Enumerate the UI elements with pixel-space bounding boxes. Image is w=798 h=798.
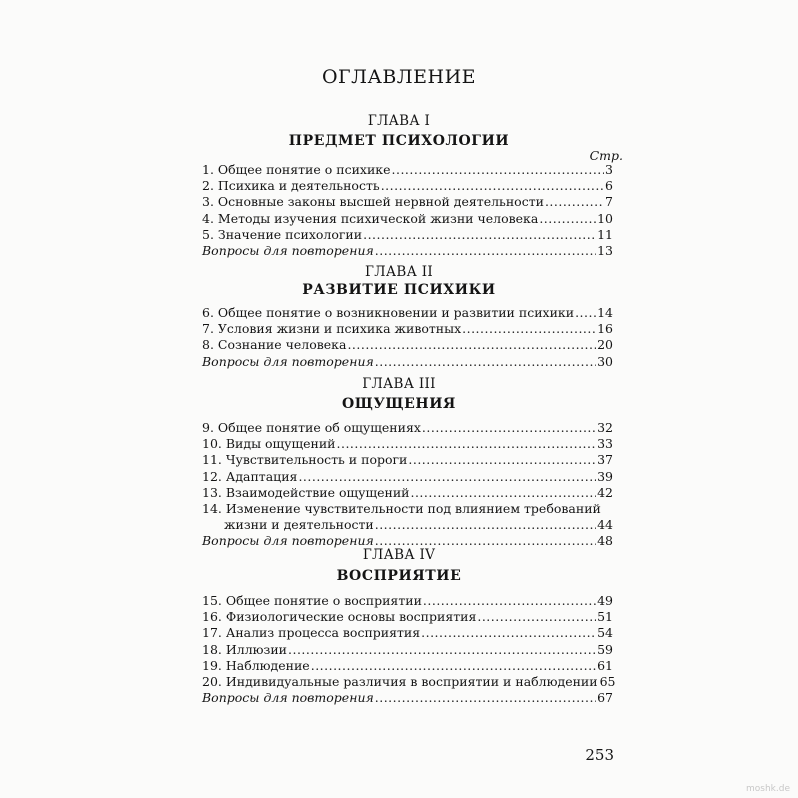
- toc-entry: [202, 625, 613, 641]
- toc-entry-page: 49: [597, 593, 613, 608]
- toc-entry-text: 17. Анализ процесса восприятия: [202, 625, 421, 641]
- leader-dots: [410, 485, 596, 501]
- leader-dots: [423, 593, 596, 609]
- leader-dots: [288, 642, 596, 658]
- leader-dots: [375, 690, 596, 706]
- toc-entry-text: 20. Индивидуальные различия в восприятии и наблюдении: [202, 674, 598, 690]
- chapter-2-heading: РАЗВИТИЕ ПСИХИКИ: [302, 282, 496, 298]
- toc-entry-page: 61: [597, 657, 613, 673]
- toc-entry-text: 6. Общее понятие о возникновении и развитии психики: [202, 305, 575, 320]
- toc-entry-page: 51: [597, 609, 613, 625]
- toc-entry-page: 10: [597, 210, 613, 226]
- toc-entry-page: 59: [597, 641, 613, 657]
- chapter-2-toc: [202, 305, 613, 370]
- chapter-4-heading: ВОСПРИЯТИЕ: [336, 568, 462, 584]
- toc-entry-review: [202, 690, 613, 706]
- toc-entry-text: Вопросы для повторения: [202, 533, 374, 549]
- leader-dots: [462, 321, 596, 337]
- leader-dots: [311, 658, 596, 674]
- toc-entry-text: 5. Значение психологии: [202, 226, 363, 242]
- toc-entry-page: 14: [597, 305, 613, 320]
- toc-entry-page: 44: [597, 517, 613, 533]
- toc-entry-page: 3: [605, 162, 613, 177]
- toc-entry: [202, 420, 613, 436]
- toc-entry-text: 10. Виды ощущений: [202, 436, 336, 452]
- toc-entry-text: 1. Общее понятие о психике: [202, 162, 391, 177]
- toc-entry-page: 67: [597, 690, 613, 706]
- toc-entry-page: 7: [605, 194, 613, 210]
- chapter-1-toc: [202, 162, 613, 259]
- leader-dots: [363, 227, 596, 243]
- toc-entry: [202, 609, 613, 625]
- toc-entry-page: 13: [597, 243, 613, 259]
- leader-dots: [545, 194, 604, 210]
- toc-entry-text: 9. Общее понятие об ощущениях: [202, 420, 421, 435]
- toc-entry-page: 42: [597, 484, 613, 500]
- page-title: ОГЛАВЛЕНИЕ: [321, 66, 477, 88]
- toc-entry-text: 7. Условия жизни и психика животных: [202, 321, 462, 337]
- toc-entry-text: Вопросы для повторения: [202, 690, 374, 706]
- toc-entry: [202, 227, 613, 243]
- toc-entry-text: 19. Наблюдение: [202, 657, 310, 673]
- toc-entry-text: 13. Взаимодействие ощущений: [202, 484, 410, 500]
- toc-entry-page: 37: [597, 452, 613, 468]
- toc-entry: [202, 162, 613, 178]
- toc-entry: [202, 485, 613, 501]
- page-column-label: Стр.: [589, 148, 623, 163]
- toc-entry: [202, 658, 613, 674]
- toc-entry-page: 20: [597, 337, 613, 353]
- toc-entry-text: 15. Общее понятие о восприятии: [202, 593, 422, 608]
- chapter-3-heading: ОЩУЩЕНИЯ: [341, 396, 457, 412]
- toc-entry: [202, 642, 613, 658]
- toc-entry-page: 6: [605, 178, 613, 194]
- leader-dots: [375, 517, 596, 533]
- leader-dots: [347, 337, 596, 353]
- leader-dots: [381, 178, 604, 194]
- toc-entry: [202, 452, 613, 468]
- leader-dots: [392, 162, 605, 178]
- toc-entry-continuation: жизни и деятельности: [224, 517, 374, 533]
- leader-dots: [298, 469, 596, 485]
- leader-dots: [375, 354, 596, 370]
- toc-entry-page: 48: [597, 533, 613, 549]
- leader-dots: [408, 452, 596, 468]
- toc-entry: [202, 178, 613, 194]
- leader-dots: [477, 609, 596, 625]
- toc-entry-page: 32: [597, 420, 613, 435]
- toc-entry: [202, 436, 613, 452]
- chapter-3-toc: [202, 420, 613, 550]
- toc-entry-text: 8. Сознание человека: [202, 337, 347, 353]
- toc-entry-review: [202, 354, 613, 370]
- toc-entry: [202, 211, 613, 227]
- toc-entry-page: 16: [597, 321, 613, 337]
- leader-dots: [539, 211, 596, 227]
- toc-entry: [202, 593, 613, 609]
- toc-entry-text: 11. Чувствительность и пороги: [202, 452, 408, 468]
- toc-entry: [202, 305, 613, 321]
- leader-dots: [422, 420, 596, 436]
- toc-entry: [202, 321, 613, 337]
- toc-entry-page: 54: [597, 625, 613, 641]
- chapter-1-label: ГЛАВА I: [367, 113, 431, 129]
- toc-entry-page: 33: [597, 436, 613, 452]
- leader-dots: [375, 243, 596, 259]
- page-number: 253: [585, 746, 614, 764]
- toc-entry-review: [202, 243, 613, 259]
- toc-entry-page: 65: [599, 674, 616, 690]
- toc-entry-text: 18. Иллюзии: [202, 641, 287, 657]
- chapter-3-label: ГЛАВА III: [362, 376, 436, 392]
- toc-entry-page: 11: [597, 226, 613, 242]
- chapter-1-heading: ПРЕДМЕТ ПСИХОЛОГИИ: [288, 133, 510, 149]
- toc-entry-text: 14. Изменение чувствительности под влиянием требований: [202, 501, 601, 517]
- toc-entry-text: 4. Методы изучения психической жизни человека: [202, 210, 539, 226]
- toc-entry-page: 39: [597, 468, 613, 484]
- toc-entry: [202, 469, 613, 485]
- watermark: moshk.de: [746, 784, 790, 794]
- chapter-4-label: ГЛАВА IV: [362, 547, 436, 563]
- leader-dots: [337, 436, 597, 452]
- chapter-4-toc: [202, 593, 616, 706]
- toc-entry-text: Вопросы для повторения: [202, 243, 374, 259]
- toc-entry: [202, 337, 613, 353]
- toc-entry-text: Вопросы для повторения: [202, 353, 374, 369]
- toc-entry-text: 2. Психика и деятельность: [202, 178, 380, 194]
- leader-dots: [421, 625, 596, 641]
- toc-entry-text: 12. Адаптация: [202, 468, 298, 484]
- toc-entry-text: 3. Основные законы высшей нервной деятельности: [202, 194, 544, 210]
- toc-entry-page: 30: [597, 353, 613, 369]
- toc-entry: [202, 517, 613, 533]
- chapter-2-label: ГЛАВА II: [365, 264, 433, 280]
- leader-dots: [575, 305, 596, 321]
- toc-entry-text: 16. Физиологические основы восприятия: [202, 609, 477, 625]
- toc-entry: [202, 674, 616, 690]
- toc-entry: [202, 194, 613, 210]
